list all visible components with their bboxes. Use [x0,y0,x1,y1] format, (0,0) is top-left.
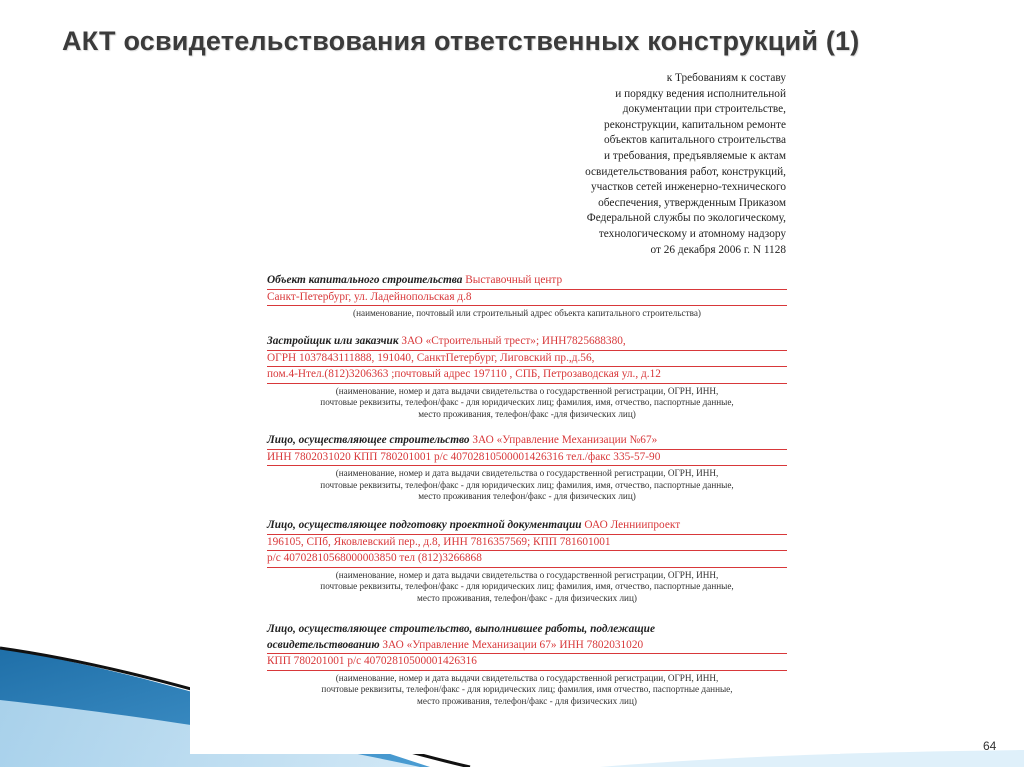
field-note: (наименование, номер и дата выдачи свидетельства о государственной регистрации, ОГРН, ИНН, почтовые реквизиты, телефон/факс - для юридических лиц; фамилия, имя, отчество, паспортные данные, место проживания телефон/факс - для физических лиц) [320,468,734,502]
field-label: Лицо, осуществляющее подготовку проектной документации [267,519,582,531]
field-value: р/с 40702810568000003850 тел (812)3266868 [267,552,482,564]
field-note: (наименование, номер и дата выдачи свидетельства о государственной регистрации, ОГРН, ИНН, почтовые реквизиты, телефон/факс - для юридических лиц; фамилия, имя отчество, паспортные данные, место проживания, телефон/факс - для физических лиц) [321,672,733,706]
requirements-block [520,71,786,258]
field-value: ЗАО «Управление Механизации №67» [472,434,658,446]
field-label: Лицо, осуществляющее строительство [267,434,470,446]
field-value: ИНН 7802031020 КПП 780201001 р/с 40702810500001426316 тел./факс 335-57-90 [267,450,661,463]
requirements-line: технологическому и атомному надзору [598,227,786,240]
section-construction-object [267,273,787,320]
field-note: (наименование, номер и дата выдачи свидетельства о государственной регистрации, ОГРН, ИНН, почтовые реквизиты, телефон/факс - для юридических лиц; фамилия, имя, отчество, паспортные данные, место проживания, телефон/факс -для физических лиц) [320,385,734,419]
field-value: 196105, СПб, Яковлевский пер., д.8, ИНН 7816357569; КПП 781601001 [267,535,611,548]
document-page [190,66,840,754]
requirements-line: документации при строительстве, [622,103,786,116]
section-contractor [267,622,787,707]
requirements-line: к Требованиям к составу [666,72,786,84]
requirements-line: от 26 декабря 2006 г. N 1128 [650,243,786,256]
field-note: (наименование, почтовый или строительный адрес объекта капитального строительства) [353,308,701,318]
field-label: освидетельствованию [267,638,380,651]
field-value: ОАО Ленниипроект [584,519,681,531]
field-label: Объект капитального строительства [267,274,463,286]
field-value: ЗАО «Управление Механизации 67» ИНН 7802031020 [382,638,644,651]
field-value: Выставочный центр [465,274,563,286]
slide-title: АКТ освидетельствования ответственных конструкций (1) [62,26,860,56]
field-label: Застройщик или заказчик [267,335,399,347]
section-designer [267,518,787,604]
field-value: Санкт-Петербург, ул. Ладейнопольская д.8 [267,290,472,303]
requirements-line: Федеральной службы по экологическому, [586,212,786,225]
page-number: 64 [983,739,997,753]
field-label: Лицо, осуществляющее строительство, выполнившее работы, подлежащие [267,623,655,635]
requirements-line: участков сетей инженерно-технического [590,181,786,194]
field-note: (наименование, номер и дата выдачи свидетельства о государственной регистрации, ОГРН, ИНН, почтовые реквизиты, телефон/факс - для юридических лиц; фамилия, имя, отчество, паспортные данные, место проживания, телефон/факс - для физических лиц) [320,569,734,603]
field-value: пом.4-Нтел.(812)3206363 ;почтовый адрес 197110 , СПБ, Петрозаводская ул., д.12 [267,368,661,380]
requirements-line: реконструкции, капитальном ремонте [604,118,786,131]
requirements-line: и порядку ведения исполнительной [615,87,786,100]
section-builder [267,433,787,503]
requirements-line: объектов капитального строительства [604,134,786,147]
field-value: КПП 780201001 р/с 40702810500001426316 [267,655,477,667]
requirements-line: обеспечения, утвержденным Приказом [598,196,786,209]
requirements-line: освидетельствования работ, конструкций, [585,165,786,178]
field-value: ОГРН 1037843111888, 191040, СанктПетербург, Лиговский пр.,д.56, [267,351,595,364]
requirements-line: и требования, предъявляемые к актам [604,149,786,162]
field-value: ЗАО «Строительный трест»; ИНН7825688380, [401,335,626,347]
section-developer [267,334,787,420]
